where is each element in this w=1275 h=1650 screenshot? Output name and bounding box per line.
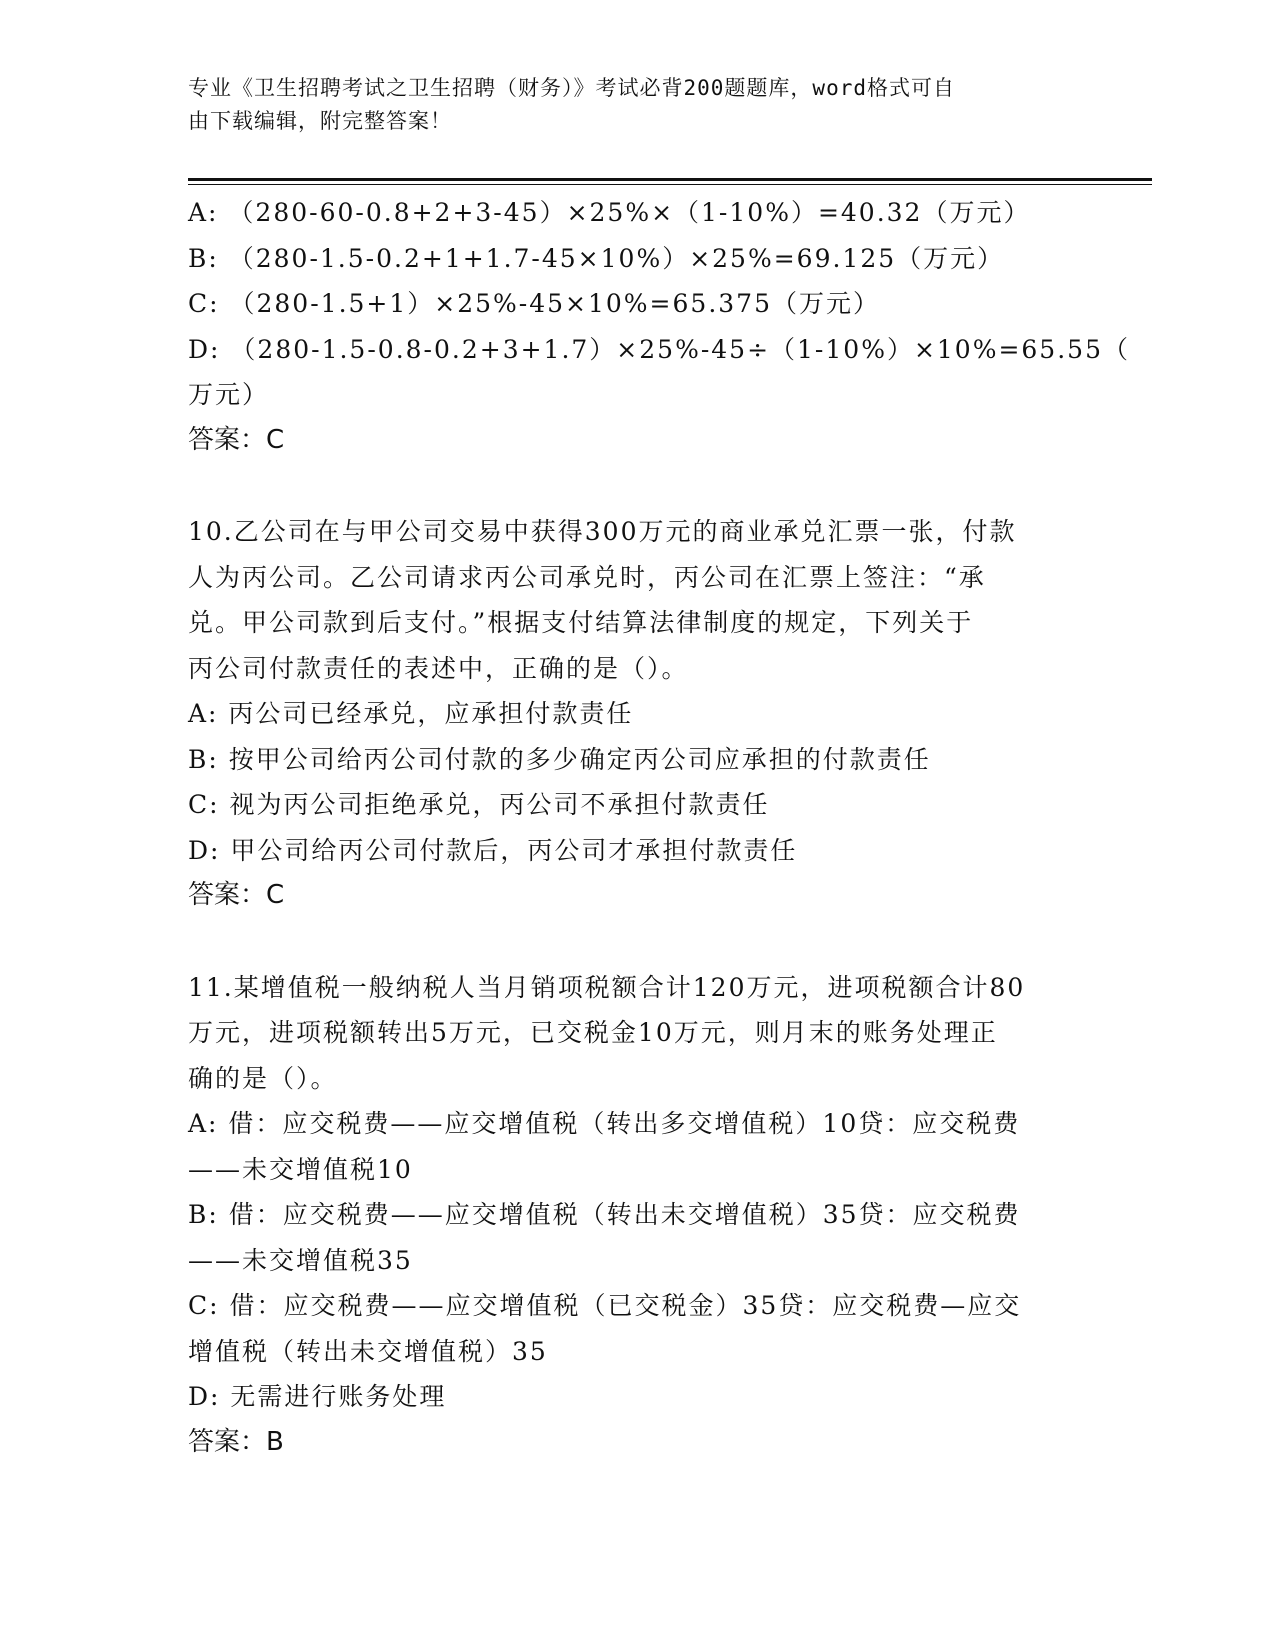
option-line: ——未交增值税35 bbox=[188, 1245, 413, 1275]
option-line: 增值税（转出未交增值税）35 bbox=[188, 1336, 548, 1366]
answer-label: 答案：C bbox=[188, 424, 285, 455]
question-stem-line: 万元，进项税额转出5万元，已交税金10万元，则月末的账务处理正 bbox=[188, 1018, 998, 1047]
question-11 bbox=[188, 965, 1088, 1466]
option-line: B: （280-1.5-0.2+1+1.7-45×10%）×25%=69.125（万元） bbox=[188, 243, 1005, 273]
question-10 bbox=[188, 509, 1088, 919]
document-body bbox=[188, 190, 1130, 1465]
question-stem-line: 人为丙公司。乙公司请求丙公司承兑时，丙公司在汇票上签注：“承 bbox=[188, 562, 986, 592]
answer-label: 答案：C bbox=[188, 880, 285, 910]
question-stem-line: 兑。甲公司款到后支付。”根据支付结算法律制度的规定，下列关于 bbox=[188, 608, 974, 637]
header-line-2: 由下载编辑，附完整答案！ bbox=[188, 109, 452, 133]
option-line: C: 视为丙公司拒绝承兑，丙公司不承担付款责任 bbox=[188, 790, 770, 819]
question-stem-line: 确的是（）。 bbox=[188, 1063, 338, 1093]
option-line: 万元） bbox=[188, 380, 270, 409]
question-stem-line: 11.某增值税一般纳税人当月销项税额合计120万元，进项税额合计80 bbox=[188, 972, 1026, 1002]
option-line: D: （280-1.5-0.8-0.2+3+1.7）×25%-45÷（1-10%）×10%=65.55（ bbox=[188, 334, 1130, 364]
option-line: A: （280-60-0.8+2+3-45）×25%×（1-10%）=40.32（万元） bbox=[188, 198, 1031, 227]
question-stem-line: 丙公司付款责任的表述中，正确的是（）。 bbox=[188, 653, 689, 683]
header-divider-thin bbox=[188, 184, 1152, 185]
answer-label: 答案：B bbox=[188, 1426, 284, 1457]
option-line: ——未交增值税10 bbox=[188, 1154, 413, 1184]
question-stem-line: 10.乙公司在与甲公司交易中获得300万元的商业承兑汇票一张，付款 bbox=[188, 517, 1017, 546]
document-header bbox=[188, 72, 1068, 138]
question-9-continuation bbox=[188, 190, 1130, 463]
option-line: C: （280-1.5+1）×25%-45×10%=65.375（万元） bbox=[188, 289, 880, 318]
option-line: B: 按甲公司给丙公司付款的多少确定丙公司应承担的付款责任 bbox=[188, 744, 931, 774]
option-line: D: 甲公司给丙公司付款后，丙公司才承担付款责任 bbox=[188, 835, 798, 865]
header-divider-thick bbox=[188, 178, 1152, 181]
option-line: A: 丙公司已经承兑，应承担付款责任 bbox=[188, 699, 634, 728]
spacer bbox=[188, 919, 1088, 965]
header-line-1: 专业《卫生招聘考试之卫生招聘（财务）》考试必背200题题库，word格式可自 bbox=[188, 76, 955, 100]
option-line: D: 无需进行账务处理 bbox=[188, 1382, 447, 1411]
option-line: C: 借：应交税费——应交增值税（已交税金）35贷：应交税费—应交 bbox=[188, 1291, 1022, 1320]
option-line: B: 借：应交税费——应交增值税（转出未交增值税）35贷：应交税费 bbox=[188, 1200, 1021, 1229]
option-line: A: 借：应交税费——应交增值税（转出多交增值税）10贷：应交税费 bbox=[188, 1109, 1021, 1138]
spacer bbox=[188, 463, 1088, 509]
